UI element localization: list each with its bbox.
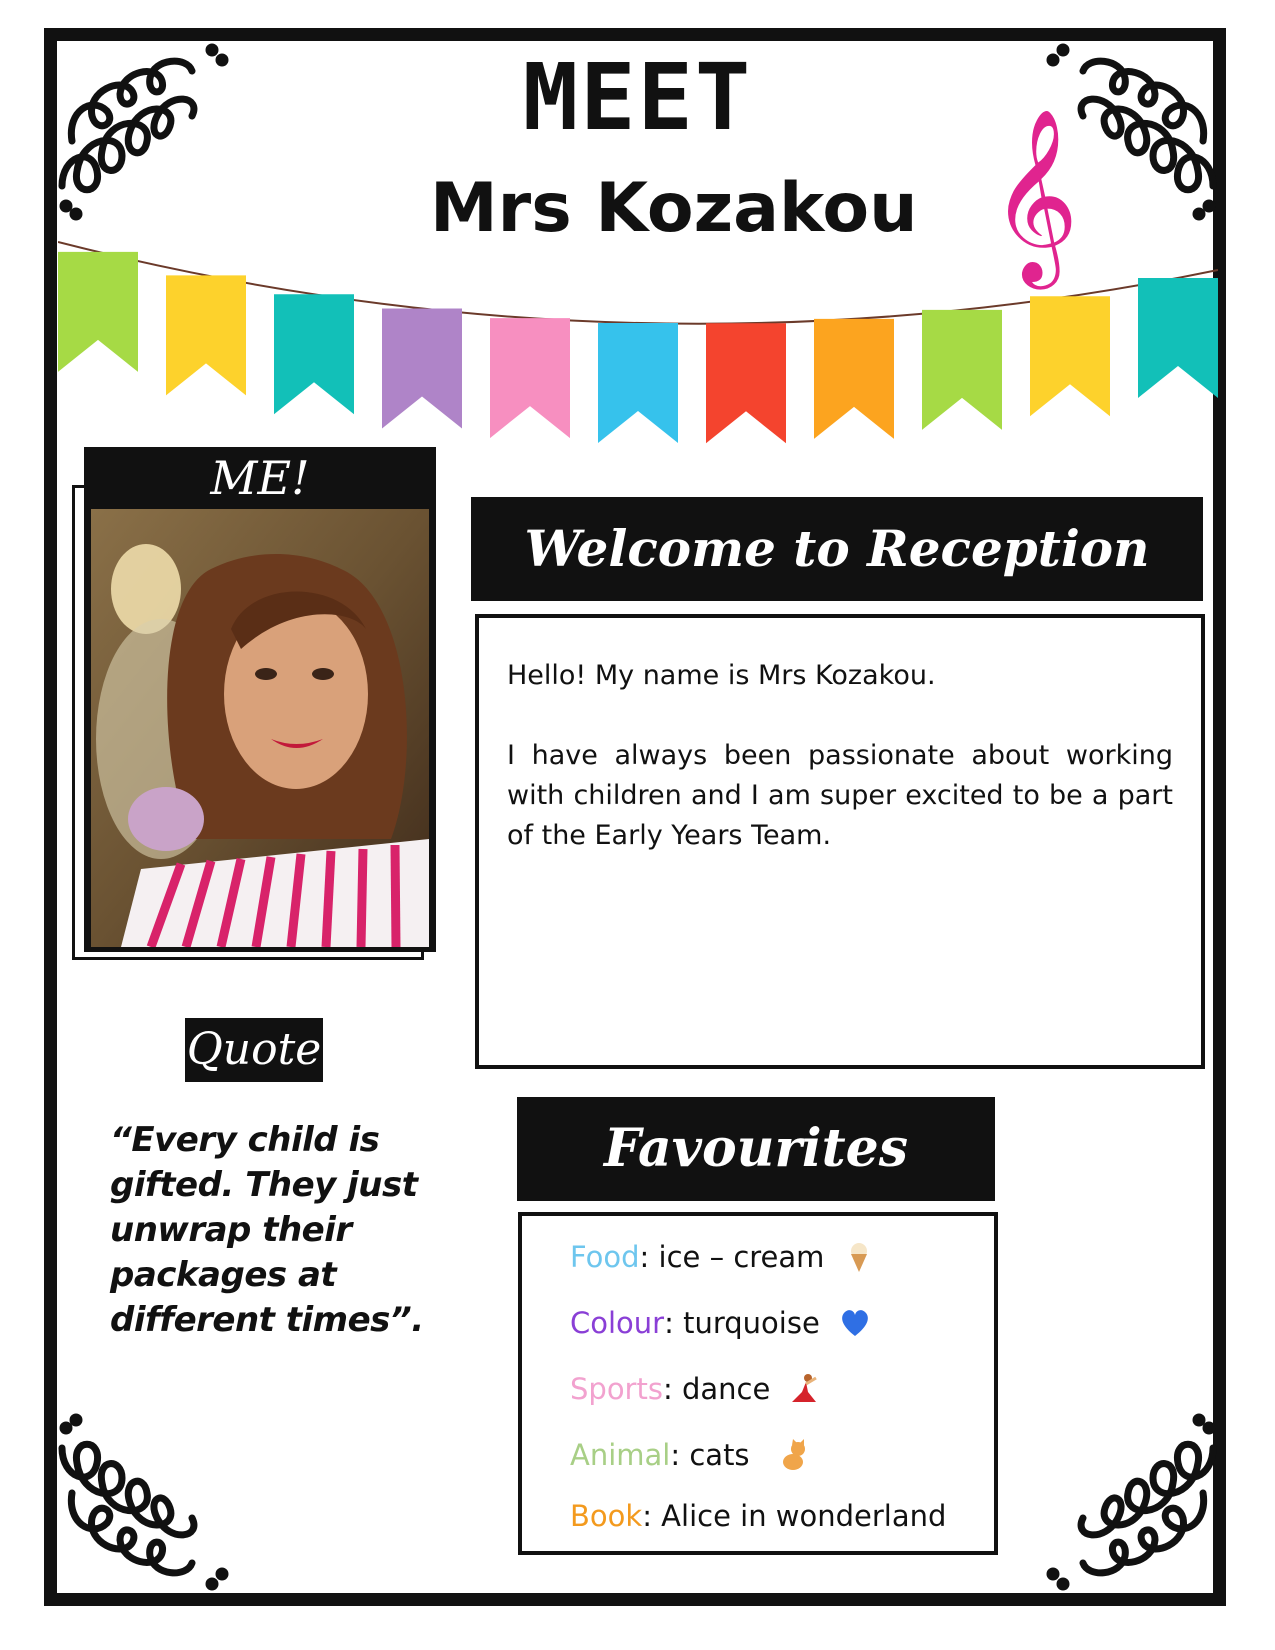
favourite-value: : ice – cream — [639, 1240, 825, 1274]
intro-paragraph: Hello! My name is Mrs Kozakou. — [507, 660, 936, 691]
favourite-value: : turquoise — [664, 1306, 820, 1340]
intro-paragraph: I have always been passionate about working with children and I am super excited to be a part of the Early Years Team. — [507, 740, 1173, 851]
teacher-photo — [91, 509, 429, 947]
bunting-flag — [1030, 296, 1110, 416]
favourites-banner: Favourites — [517, 1097, 995, 1201]
favourite-item-animal — [570, 1422, 994, 1488]
bunting-flag — [274, 294, 354, 414]
corner-swirl-decoration — [52, 1413, 237, 1598]
bunting-flag — [706, 323, 786, 443]
photo-label: ME! — [210, 451, 310, 505]
bunting-decoration — [58, 240, 1218, 470]
bunting-flag — [1138, 278, 1218, 398]
favourite-value: : dance — [662, 1372, 771, 1406]
corner-swirl-decoration — [1038, 1413, 1223, 1598]
bunting-flag — [598, 323, 678, 443]
favourite-key: Food — [570, 1240, 640, 1274]
favourite-key: Book — [570, 1499, 643, 1533]
welcome-banner: Welcome to Reception — [471, 497, 1203, 601]
quote-label: Quote — [185, 1018, 323, 1082]
blue-heart-icon — [838, 1306, 872, 1340]
favourite-key: Sports — [570, 1372, 663, 1406]
favourite-item-colour — [570, 1290, 994, 1356]
favourite-item-book — [570, 1488, 994, 1544]
bunting-flag — [490, 318, 570, 438]
cat-icon — [776, 1438, 810, 1472]
favourite-value: : Alice in wonderland — [642, 1499, 947, 1533]
bunting-flag — [814, 319, 894, 439]
favourites-list — [518, 1212, 998, 1555]
favourite-item-sports — [570, 1356, 994, 1422]
bunting-flag — [382, 308, 462, 428]
bunting-flag — [58, 252, 138, 372]
treble-clef-icon: 𝄞 — [990, 108, 1079, 282]
favourite-key: Colour — [570, 1306, 665, 1340]
teacher-name: Mrs Kozakou — [430, 169, 918, 248]
favourite-value: : cats — [670, 1438, 750, 1472]
favourite-item-food — [570, 1224, 994, 1290]
dancer-icon — [788, 1372, 822, 1406]
photo-panel — [84, 447, 436, 952]
favourite-key: Animal — [570, 1438, 671, 1472]
intro-text-box — [475, 614, 1205, 1069]
bunting-flag — [922, 310, 1002, 430]
bunting-flag — [166, 275, 246, 395]
ice-cream-icon — [842, 1240, 876, 1274]
page-heading-meet: MEET — [522, 44, 753, 151]
quote-text: “Every child is gifted. They just unwrap their packages at different times”. — [110, 1120, 424, 1340]
